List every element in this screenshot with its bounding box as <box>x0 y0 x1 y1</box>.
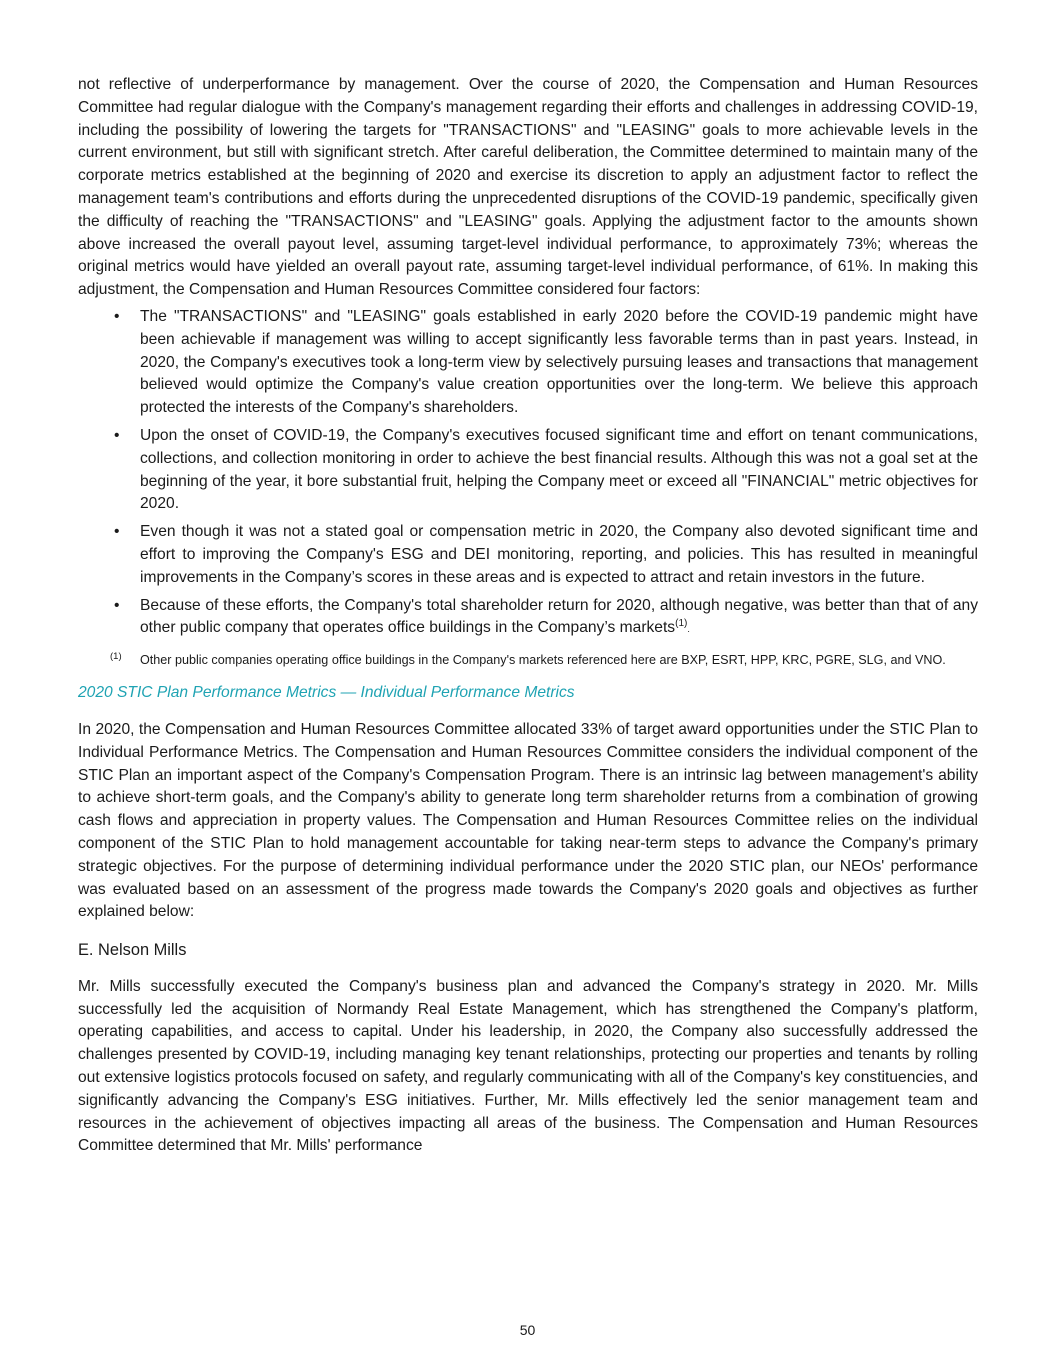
list-item <box>78 306 978 420</box>
list-item <box>78 425 978 516</box>
footnote-trail: . <box>687 624 690 635</box>
bullet-text: The "TRANSACTIONS" and "LEASING" goals established in early 2020 before the COVID-19 pandemic might have been achievable if management was willing to accept significantly less favorable terms than in past years. Instead, in 2020, the Company's executives took a long-term view by selectively pursuing leases and transactions that management believed would optimize the Company's value creation opportunities over the long-term. We believe this approach protected the interests of the Company's shareholders. <box>140 307 978 417</box>
intro-paragraph: not reflective of underperformance by management. Over the course of 2020, the Compensation and Human Resources Committee had regular dialogue with the Company's management regarding their efforts and challenges in addressing COVID-19, including the possibility of lowering the targets for "TRANSACTIONS" and "LEASING" goals to more achievable levels in the current environment, but still with significant stretch. After careful deliberation, the Committee determined to maintain many of the corporate metrics established at the beginning of 2020 and exercise its discretion to apply an adjustment factor to reflect the management team's contributions and efforts during the unprecedented disruptions of the COVID-19 pandemic, specifically given the difficulty of reaching the "TRANSACTIONS" and "LEASING" goals. Applying the adjustment factor to the amounts shown above increased the overall payout level, assuming target-level individual performance, to approximately 73%; whereas the original metrics would have yielded an overall payout rate, assuming target-level individual performance, of 61%. In making this adjustment, the Compensation and Human Resources Committee considered four factors: <box>78 76 978 299</box>
person-heading: E. Nelson Mills <box>78 941 187 960</box>
bullet-text: Even though it was not a stated goal or compensation metric in 2020, the Company also devoted significant time and effort to improving the Company's ESG and DEI monitoring, reporting, and policies. This has resulted in meaningful improvements in the Company’s scores in these areas and is expected to attract and retain investors in the future. <box>140 523 978 586</box>
bullet-icon: • <box>114 523 120 541</box>
list-item <box>78 595 978 642</box>
section-paragraph: In 2020, the Compensation and Human Resources Committee allocated 33% of target award opportunities under the STIC Plan to Individual Performance Metrics. The Compensation and Human Resources Committee considers the individual component of the STIC Plan an important aspect of the Company's Compensation Program. There is an intrinsic lag between management's ability to achieve short-term goals, and the Company's ability to generate long term shareholder returns from a combination of growing cash flows and appreciation in property values. The Compensation and Human Resources Committee relies on the individual component of the STIC Plan to hold management accountable for taking near-term steps to advance the Company's primary strategic objectives. For the purpose of determining individual performance under the 2020 STIC plan, our NEOs' performance was evaluated based on an assessment of the progress made towards the Company's 2020 goals and objectives as further explained below: <box>78 720 978 921</box>
bullet-text: Because of these efforts, the Company's total shareholder return for 2020, although negative, was better than that of any other public company that operates office buildings in the Company’s markets <box>140 596 978 637</box>
document-page <box>78 74 978 1158</box>
footnote-reference: (1) <box>675 618 688 630</box>
bullet-text: Upon the onset of COVID-19, the Company's executives focused significant time and effort on tenant communications, collections, and collection monitoring in order to achieve the best financial results. Although this was not a goal set at the beginning of the year, it bore substantial fruit, helping the Company meet or exceed all "FINANCIAL" metric objectives for 2020. <box>140 426 978 513</box>
factor-list <box>78 306 978 641</box>
person-paragraph: Mr. Mills successfully executed the Company's business plan and advanced the Company's strategy in 2020. Mr. Mills successfully led the acquisition of Normandy Real Estate Management, which has strengthened the Company's platform, operating capabilities, and access to capital. Under his leadership, in 2020, the Company also successfully addressed the challenges presented by COVID-19, including managing key tenant relationships, protecting our properties and tenants by rolling out extensive logistics protocols focused on safety, and regularly communicating with all of the Company's key constituencies, and significantly advancing the Company's ESG initiatives. Further, Mr. Mills effectively led the senior management team and resources in the achievement of objectives impacting all areas of the business. The Compensation and Human Resources Committee determined that Mr. Mills' performance <box>78 977 978 1155</box>
footnote <box>78 651 978 670</box>
section-heading: 2020 STIC Plan Performance Metrics — Individual Performance Metrics <box>78 684 575 702</box>
page-number: 50 <box>519 1322 536 1338</box>
footnote-text: Other public companies operating office buildings in the Company's markets referenced here are BXP, ESRT, HPP, KRC, PGRE, SLG, and VNO. <box>140 653 946 668</box>
footnote-mark: (1) <box>110 651 122 663</box>
bullet-icon: • <box>114 307 120 325</box>
list-item <box>78 521 978 589</box>
bullet-icon: • <box>114 596 120 614</box>
bullet-icon: • <box>114 426 120 444</box>
